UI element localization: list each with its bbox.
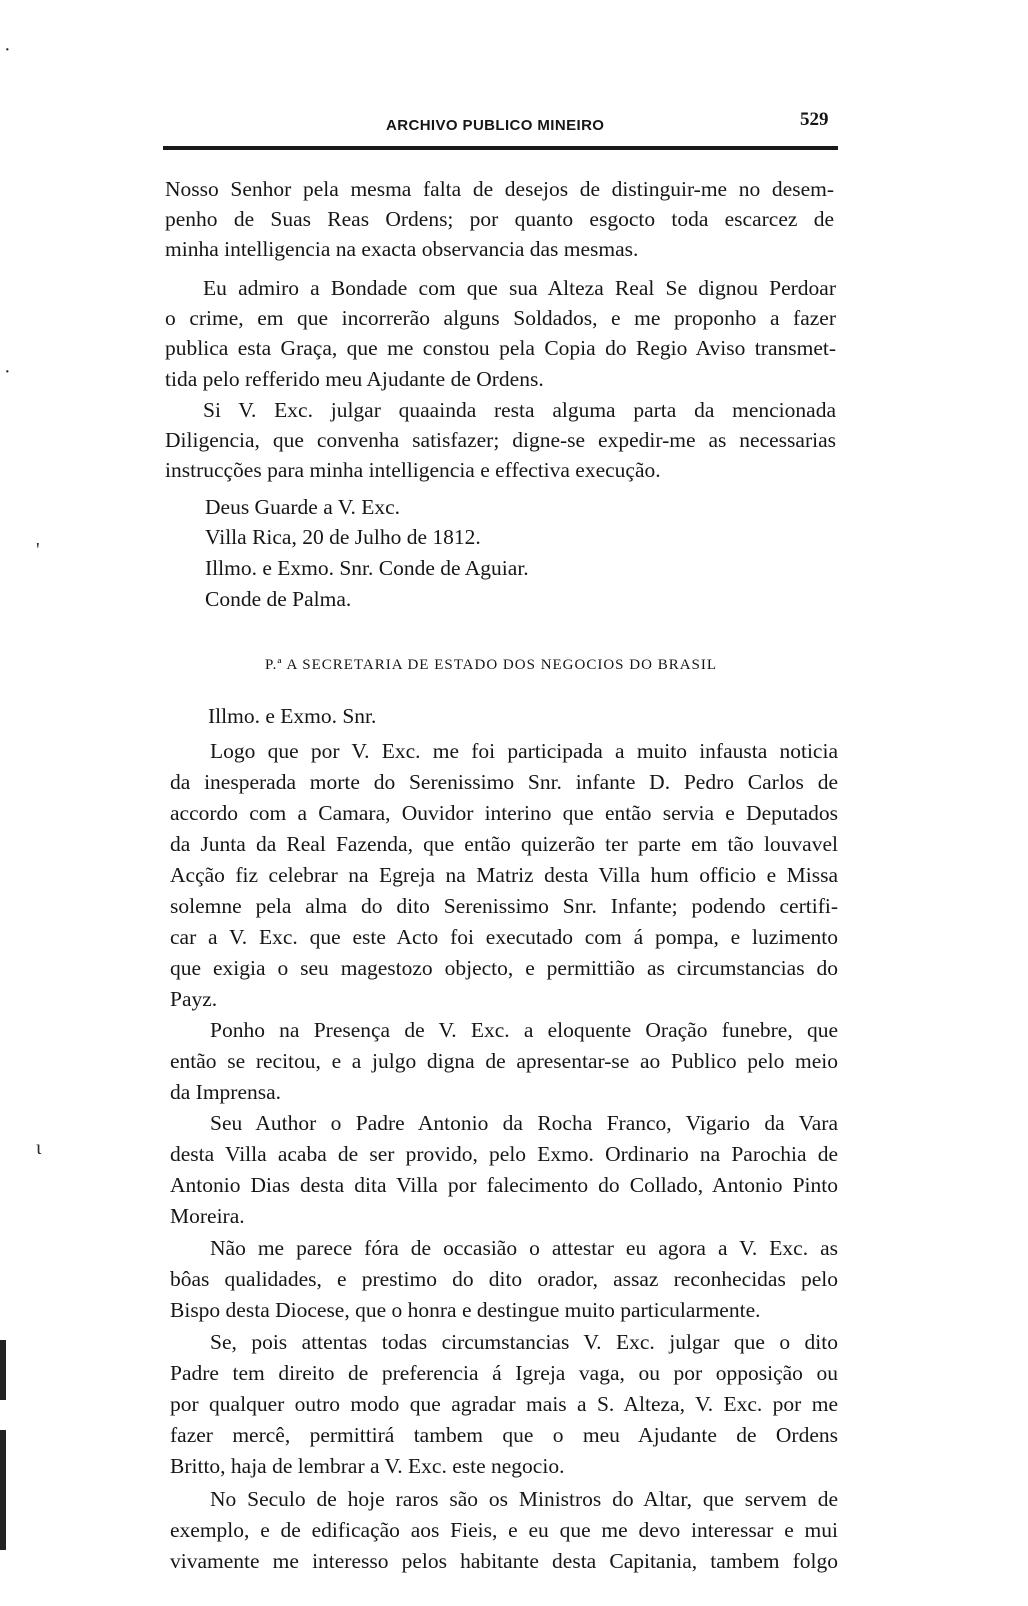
text-line: vivamente me interesso pelos habitante desta Capitania, tambem folgo <box>170 1549 838 1573</box>
text-line: publica esta Graça, que me constou pela Copia do Regio Aviso transmet- <box>165 336 836 360</box>
text-line: da inesperada morte do Serenissimo Snr. infante D. Pedro Carlos de <box>170 770 838 794</box>
text-line: Acção fiz celebrar na Egreja na Matriz desta Villa hum officio e Missa <box>170 863 838 887</box>
text-line: da Imprensa. <box>170 1080 282 1104</box>
text-line: por qualquer outro modo que agradar mais a S. Alteza, V. Exc. por me <box>170 1392 838 1416</box>
text-line: Se, pois attentas todas circumstancias V. Exc. julgar que o dito <box>210 1330 838 1354</box>
text-line: Si V. Exc. julgar quaainda resta alguma parta da mencionada <box>203 398 836 422</box>
signature-line: Conde de Palma. <box>205 587 352 611</box>
text-line: Britto, haja de lembrar a V. Exc. este negocio. <box>170 1454 565 1478</box>
text-line: Antonio Dias desta dita Villa por falecimento do Collado, Antonio Pinto <box>170 1173 838 1197</box>
running-header-title: ARCHIVO PUBLICO MINEIRO <box>386 117 605 134</box>
text-line: Diligencia, que convenha satisfazer; digne-se expedir-me as necessarias <box>165 428 836 452</box>
text-line: solemne pela alma do dito Serenissimo Snr. Infante; podendo certifi- <box>170 894 838 918</box>
text-line: Bispo desta Diocese, que o honra e destingue muito particularmente. <box>170 1298 761 1322</box>
text-line: car a V. Exc. que este Acto foi executado com á pompa, e luzimento <box>170 925 838 949</box>
text-line: Seu Author o Padre Antonio da Rocha Franco, Vigario da Vara <box>210 1111 838 1135</box>
closing-line: Villa Rica, 20 de Julho de 1812. <box>205 525 481 549</box>
letter-heading: P.ª A SECRETARIA DE ESTADO DOS NEGOCIOS DO BRASIL <box>265 657 718 673</box>
text-line: o crime, em que incorrerão alguns Soldados, e me proponho a fazer <box>165 306 836 330</box>
header-divider <box>163 146 838 150</box>
closing-line: Illmo. e Exmo. Snr. Conde de Aguiar. <box>205 556 529 580</box>
text-line: Moreira. <box>170 1204 245 1228</box>
text-line: Logo que por V. Exc. me foi participada a muito infausta noticia <box>210 739 838 763</box>
text-line: accordo com a Camara, Ouvidor interino que então servia e Deputados <box>170 801 838 825</box>
text-line: Ponho na Presença de V. Exc. a eloquente Oração funebre, que <box>210 1018 838 1042</box>
text-line: Nosso Senhor pela mesma falta de desejos de distinguir-me no desem- <box>165 177 834 201</box>
text-line: desta Villa acaba de ser provido, pelo Exmo. Ordinario na Parochia de <box>170 1142 838 1166</box>
margin-mark: · <box>4 39 11 61</box>
margin-mark: ι <box>36 1137 42 1159</box>
text-line: da Junta da Real Fazenda, que então quizerão ter parte em tão louvavel <box>170 832 838 856</box>
text-line: bôas qualidades, e prestimo do dito orador, assaz reconhecidas pelo <box>170 1267 838 1291</box>
text-line: Não me parece fóra de occasião o attestar eu agora a V. Exc. as <box>210 1236 838 1260</box>
page-number: 529 <box>800 109 829 130</box>
salutation: Illmo. e Exmo. Snr. <box>208 704 377 728</box>
margin-mark: ' <box>36 539 40 561</box>
text-line: Padre tem direito de preferencia á Igreja vaga, ou por opposição ou <box>170 1361 838 1385</box>
text-line: exemplo, e de edificação aos Fieis, e eu que me devo interessar e mui <box>170 1518 838 1542</box>
text-line: penho de Suas Reas Ordens; por quanto esgocto toda escarcez de <box>165 207 834 231</box>
margin-mark: · <box>4 361 11 383</box>
text-line: então se recitou, e a julgo digna de apresentar-se ao Publico pelo meio <box>170 1049 838 1073</box>
text-line: Eu admiro a Bondade com que sua Alteza Real Se dignou Perdoar <box>203 276 836 300</box>
closing-line: Deus Guarde a V. Exc. <box>205 495 401 519</box>
page-edge-mark <box>0 1340 6 1400</box>
text-line: No Seculo de hoje raros são os Ministros do Altar, que servem de <box>210 1487 838 1511</box>
text-line: que exigia o seu magestozo objecto, e permittião as circumstancias do <box>170 956 838 980</box>
text-line: minha intelligencia na exacta observancia das mesmas. <box>165 237 639 261</box>
text-line: instrucções para minha intelligencia e effectiva execução. <box>165 458 661 482</box>
page-edge-mark <box>0 1430 6 1550</box>
text-line: tida pelo refferido meu Ajudante de Ordens. <box>165 367 544 391</box>
text-line: fazer mercê, permittirá tambem que o meu Ajudante de Ordens <box>170 1423 838 1447</box>
text-line: Payz. <box>170 987 218 1011</box>
